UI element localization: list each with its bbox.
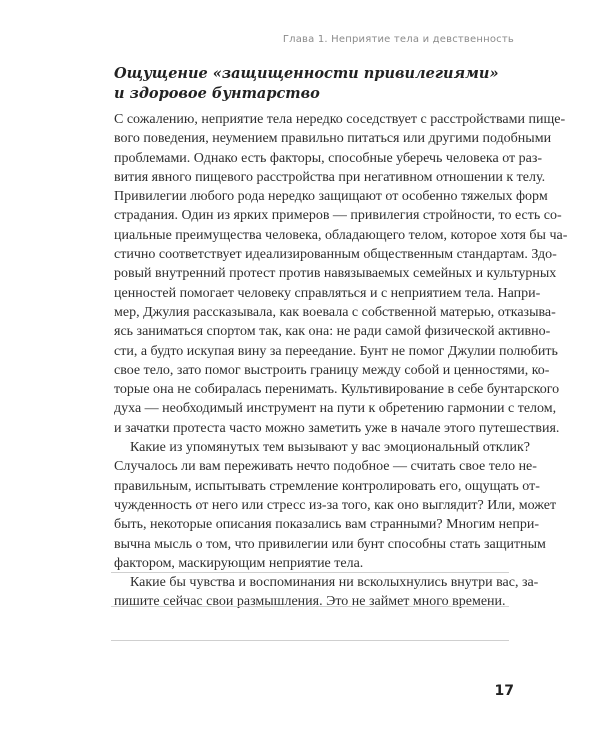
text-line: циальные преимущества человека, обладающего телом, которое хотя бы ча- <box>114 227 568 243</box>
text-line: Привилегии любого рода нередко защищают от особенно тяжелых форм <box>114 189 548 205</box>
text-line: вития явного пищевого расстройства при негативном отношении к телу. <box>114 169 546 185</box>
section-heading-line-2: и здоровое бунтарство <box>114 85 320 102</box>
section-heading <box>114 64 514 104</box>
text-line: правильным, испытывать стремление контролировать его, ощущать от- <box>114 478 540 494</box>
text-line: пишите сейчас свои размышления. Это не займет много времени. <box>114 594 506 610</box>
text-line: ценностей помогает человеку справляться и с неприятием тела. Напри- <box>114 285 541 301</box>
text-line: мер, Джулия рассказывала, как воевала с собственной матерью, отказыва- <box>114 304 556 320</box>
writing-line <box>111 640 509 641</box>
text-line: Какие из упомянутых тем вызывают у вас эмоциональный отклик? <box>130 440 531 456</box>
text-line: фактором, маскирующим неприятие тела. <box>114 555 364 571</box>
paragraph-2 <box>114 438 557 573</box>
text-line: торые она не собиралась перенимать. Культивирование в себе бунтарского <box>114 382 560 398</box>
text-line: страдания. Один из ярких примеров — привилегия стройности, то есть со- <box>114 208 562 224</box>
text-line: вычна мысль о том, что привилегии или бунт способны стать защитным <box>114 536 546 552</box>
text-line: ясь заниматься спортом так, как она: не ради самой физической активно- <box>114 324 551 340</box>
text-line: духа — необходимый инструмент на пути к обретению гармонии с телом, <box>114 401 557 417</box>
text-line: Случалось ли вам переживать нечто подобное — считать свое тело не- <box>114 459 537 475</box>
text-line: ровый внутренний протест против навязываемых семейных и культурных <box>114 266 557 282</box>
text-line: быть, некоторые описания показались вам странными? Многим непри- <box>114 517 540 533</box>
running-header: Глава 1. Неприятие тела и девственность <box>282 34 514 45</box>
note-lines <box>111 572 509 641</box>
page-number: 17 <box>494 683 514 699</box>
text-line: и зачатки протеста часто можно заметить уже в начале этого путешествия. <box>114 420 560 436</box>
text-line: С сожалению, неприятие тела нередко соседствует с расстройствами пище- <box>114 112 566 127</box>
text-line: Какие бы чувства и воспоминания ни всколыхнулись внутри вас, за- <box>130 575 539 591</box>
text-line: чужденность от него или стресс из-за того, как оно выглядит? Или, может <box>114 497 557 513</box>
text-line: сти, а будто искупая вину за переедание. Бунт не помог Джулии полюбить <box>114 343 558 359</box>
text-line: проблемами. Однако есть факторы, способные уберечь человека от раз- <box>114 150 543 166</box>
paragraph-1 <box>114 110 568 438</box>
text-line: стично соответствует идеализированным общественным стандартам. Здо- <box>114 247 557 263</box>
writing-line <box>111 572 509 573</box>
section-heading-line-1: Ощущение «защищенности привилегиями» <box>114 65 499 82</box>
writing-line <box>111 606 509 607</box>
text-line: свое тело, зато помог выстроить границу между собой и ценностями, ко- <box>114 362 550 378</box>
text-line: вого поведения, неумением правильно питаться или другими подобными <box>114 131 552 147</box>
body-text <box>114 110 568 612</box>
